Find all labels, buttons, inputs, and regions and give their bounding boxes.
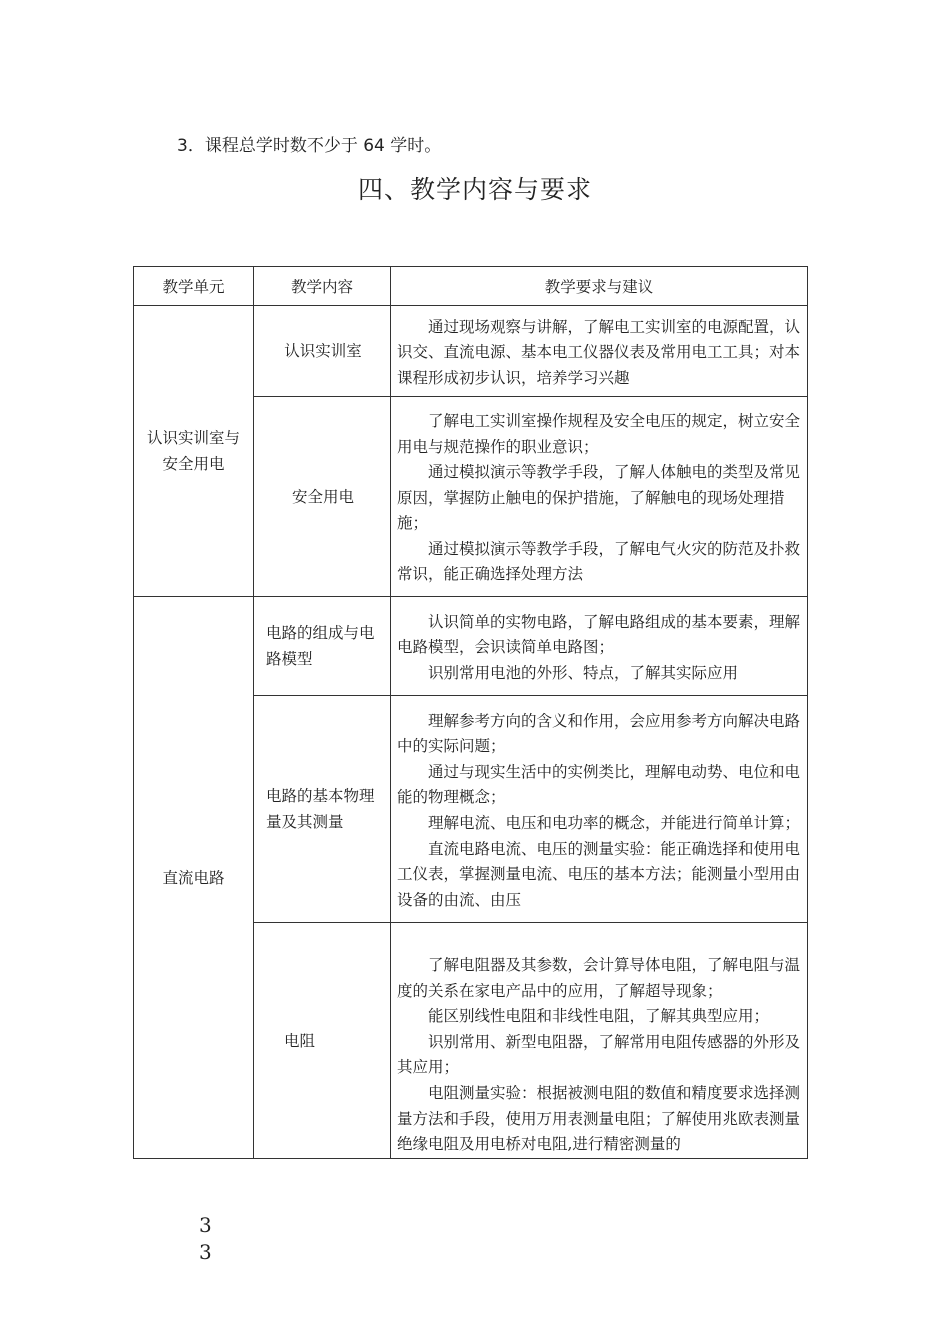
requirements-cell <box>391 923 808 1159</box>
unit-cell: 直流电路 <box>134 597 254 1159</box>
requirement-text: 认识简单的实物电路，了解电路组成的基本要素，理解电路模型，会识读简单电路图； <box>397 612 801 657</box>
page-number <box>199 1212 212 1266</box>
header-unit: 教学单元 <box>134 267 254 306</box>
page-number-line: 3 <box>199 1213 212 1237</box>
requirement-text: 了解电工实训室操作规程及安全电压的规定，树立安全用电与规范操作的职业意识； <box>397 411 801 456</box>
page-number-line: 3 <box>199 1240 212 1264</box>
requirement-text: 了解电阻器及其参数，会计算导体电阻，了解电阻与温度的关系在家电产品中的应用，了解超导现象； <box>397 956 801 1000</box>
header-requirements: 教学要求与建议 <box>391 267 808 306</box>
requirement-text: 理解电流、电压和电功率的概念，并能进行简单计算； <box>428 814 801 832</box>
requirements-cell <box>391 696 808 923</box>
content-cell: 电阻 <box>254 923 391 1159</box>
intro-line: 3．课程总学时数不少于 64 学时。 <box>177 136 442 156</box>
requirement-text: 电阻测量实验：根据被测电阻的数值和精度要求选择测量方法和手段，使用万用表测量电阻；了解使用兆欧表测量绝缘电阻及用电桥对电阻,进行精密测量的 <box>397 1083 801 1154</box>
requirements-cell <box>391 397 808 597</box>
requirement-text: 直流电路电流、电压的测量实验：能正确选择和使用电工仪表，掌握测量电流、电压的基本方法；能测量小型用由设备的由流、由压 <box>397 839 801 909</box>
content-cell: 电路的组成与电路模型 <box>254 597 391 696</box>
requirements-cell <box>391 306 808 397</box>
requirement-text: 通过与现实生活中的实例类比，理解电动势、电位和电能的物理概念； <box>397 762 801 807</box>
requirement-text: 识别常用、新型电阻器，了解常用电阻传感器的外形及其应用； <box>397 1032 801 1077</box>
requirement-text: 能区别线性电阻和非线性电阻，了解其典型应用； <box>428 1007 770 1026</box>
header-content: 教学内容 <box>254 267 391 306</box>
content-cell: 认识实训室 <box>254 306 391 397</box>
requirement-text: 通过模拟演示等教学手段，了解电气火灾的防范及扑救常识，能正确选择处理方法 <box>397 539 801 584</box>
requirements-cell <box>391 597 808 696</box>
content-cell: 安全用电 <box>254 397 391 597</box>
requirement-text: 理解参考方向的含义和作用，会应用参考方向解决电路中的实际问题； <box>397 711 801 756</box>
section-title: 四、教学内容与要求 <box>357 175 592 204</box>
requirement-text: 通过模拟演示等教学手段，了解人体触电的类型及常见原因，掌握防止触电的保护措施，了解触电的现场处理措施； <box>397 463 801 533</box>
table-row <box>134 597 808 696</box>
content-cell: 电路的基本物理量及其测量 <box>254 696 391 923</box>
unit-cell: 认识实训室与安全用电 <box>134 306 254 597</box>
table-header-row <box>134 267 808 306</box>
requirement-text: 通过现场观察与讲解，了解电工实训室的电源配置，认识交、直流电源、基本电工仪器仪表及常用电工工具；对本课程形成初步认识，培养学习兴趣 <box>397 317 801 387</box>
table-row <box>134 306 808 397</box>
teaching-content-table <box>133 266 808 1159</box>
requirement-text: 识别常用电池的外形、特点，了解其实际应用 <box>428 663 739 682</box>
